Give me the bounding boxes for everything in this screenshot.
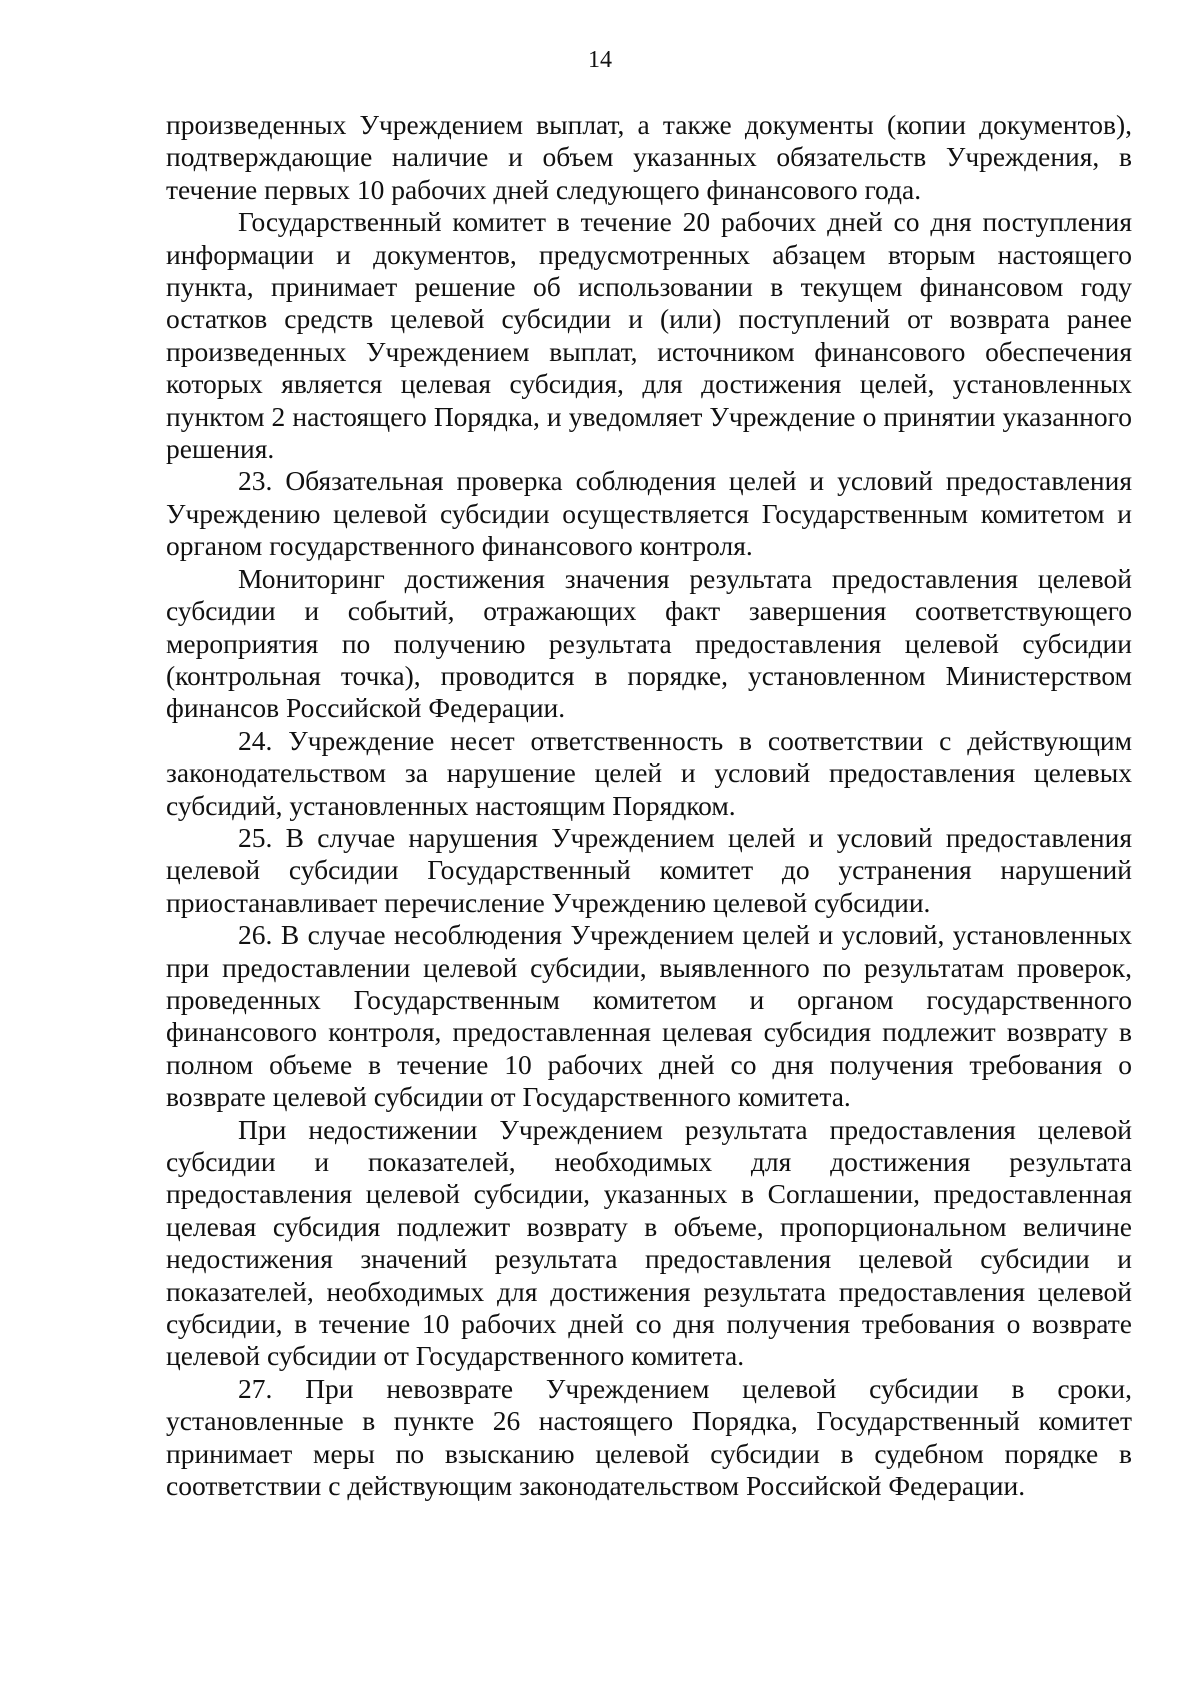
paragraph: При недостижении Учреждением результата предоставления целевой субсидии и показателей, необходимых для достижения результата предоставления целевой субсидии, указанных в Соглашении, предоставленная целевая субсидия подлежит возврату в объеме, пропорциональном величине недостижения значений результата предоставления целевой субсидии и показателей, необходимых для достижения результата предоставления целевой субсидии, в течение 10 рабочих дней со дня получения требования о возврате целевой субсидии от Государственного комитета.: [166, 1113, 1132, 1372]
document-body: [166, 109, 1132, 1502]
paragraph-item-23: 23. Обязательная проверка соблюдения целей и условий предоставления Учреждению целевой субсидии осуществляется Государственным комитетом и органом государственного финансового контроля.: [166, 465, 1132, 562]
paragraph-item-25: 25. В случае нарушения Учреждением целей и условий предоставления целевой субсидии Государственный комитет до устранения нарушений приостанавливает перечисление Учреждению целевой субсидии.: [166, 821, 1132, 918]
paragraph-continuation: произведенных Учреждением выплат, а также документы (копии документов), подтверждающие наличие и объем указанных обязательств Учреждения, в течение первых 10 рабочих дней следующего финансового года.: [166, 109, 1132, 205]
paragraph-item-27: 27. При невозврате Учреждением целевой субсидии в сроки, установленные в пункте 26 настоящего Порядка, Государственный комитет принимает меры по взысканию целевой субсидии в судебном порядке в соответствии с действующим законодательством Российской Федерации.: [166, 1372, 1132, 1502]
paragraph: Мониторинг достижения значения результата предоставления целевой субсидии и событий, отражающих факт завершения соответствующего мероприятия по получению результата предоставления целевой субсидии (контрольная точка), проводится в порядке, установленном Министерством финансов Российской Федерации.: [166, 562, 1132, 724]
page-number: 14: [588, 47, 612, 73]
paragraph-item-24: 24. Учреждение несет ответственность в соответствии с действующим законодательством за нарушение целей и условий предоставления целевых субсидий, установленных настоящим Порядком.: [166, 724, 1132, 821]
paragraph-item-26: 26. В случае несоблюдения Учреждением целей и условий, установленных при предоставлении целевой субсидии, выявленного по результатам проверок, проведенных Государственным комитетом и органом государственного финансового контроля, предоставленная целевая субсидия подлежит возврату в полном объеме в течение 10 рабочих дней со дня получения требования о возврате целевой субсидии от Государственного комитета.: [166, 919, 1132, 1113]
paragraph: Государственный комитет в течение 20 рабочих дней со дня поступления информации и документов, предусмотренных абзацем вторым настоящего пункта, принимает решение об использовании в текущем финансовом году остатков средств целевой субсидии и (или) поступлений от возврата ранее произведенных Учреждением выплат, источником финансового обеспечения которых является целевая субсидия, для достижения целей, установленных пунктом 2 настоящего Порядка, и уведомляет Учреждение о принятии указанного решения.: [166, 206, 1132, 465]
